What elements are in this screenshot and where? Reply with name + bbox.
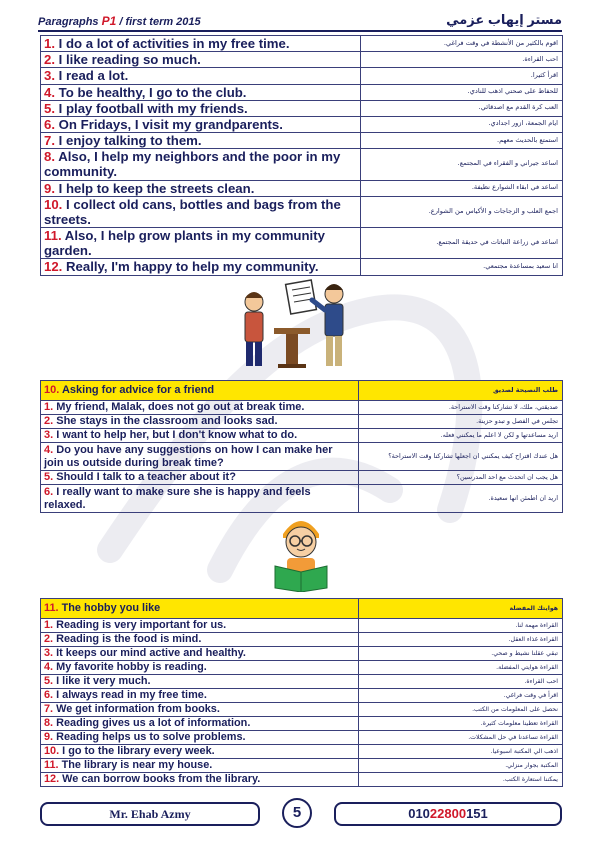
sentence-ar: احب القراءة.	[359, 675, 563, 689]
sentence-number: 1.	[44, 36, 55, 51]
sentence-en	[41, 647, 359, 661]
sentence-ar: للحفاظ على صحتي اذهب للنادي.	[361, 84, 563, 100]
sentence-number: 4.	[44, 84, 55, 100]
sentence-text: I do a lot of activities in my free time.	[58, 36, 290, 51]
section-number: 10.	[44, 384, 60, 397]
sentence-ar: اذهب الي المكتبة اسبوعيا.	[359, 745, 563, 759]
paragraph-row	[41, 731, 563, 745]
sentence-ar: يمكننا استعارة الكتب.	[359, 773, 563, 787]
sentence-text: Reading gives us a lot of information.	[56, 717, 251, 730]
sentence-ar: العب كرة القدم مع اصدقائي.	[361, 100, 563, 116]
paragraph-row	[41, 180, 563, 196]
sentence-en	[41, 84, 361, 100]
sentence-en	[41, 52, 361, 68]
footer-phone: 01022800151	[334, 802, 562, 826]
paragraph-row	[41, 773, 563, 787]
sentence-en	[41, 773, 359, 787]
sentence-number: 9.	[44, 731, 54, 744]
paragraph-row	[41, 759, 563, 773]
paragraph-row	[41, 100, 563, 116]
sentence-text: Do you have any suggestions on how I can make her join us outside during break time?	[44, 443, 333, 469]
sentence-en	[41, 149, 361, 180]
sentence-text: The library is near my house.	[61, 759, 213, 772]
sentence-text: Reading is the food is mind.	[56, 633, 202, 646]
sentence-number: 4.	[44, 443, 54, 456]
sentence-text: I want to help her, but I don't know what to do.	[56, 429, 298, 442]
sentence-number: 10.	[44, 745, 60, 758]
sentence-en	[41, 415, 359, 429]
sentence-text: I collect old cans, bottles and bags from the streets.	[44, 196, 341, 227]
sentence-text: We can borrow books from the library.	[62, 773, 261, 786]
sentence-number: 7.	[44, 133, 55, 149]
sentence-en	[41, 68, 361, 84]
paragraph-row	[41, 149, 563, 180]
sentence-en	[41, 485, 359, 513]
sentence-en	[41, 471, 359, 485]
boy-reading-book-illustration	[265, 510, 337, 592]
sentence-text: I enjoy talking to them.	[58, 133, 202, 149]
page-header	[38, 12, 562, 32]
sentence-en	[41, 36, 361, 52]
sentence-text: My friend, Malak, does not go out at break time.	[56, 401, 305, 414]
sentence-number: 6.	[44, 689, 54, 702]
sentence-number: 8.	[44, 717, 54, 730]
sentence-en	[41, 745, 359, 759]
sentence-ar: استمتع بالحديث معهم.	[361, 133, 563, 149]
paragraph-row	[41, 703, 563, 717]
sentence-number: 3.	[44, 68, 55, 84]
sentence-ar: احب القراءة.	[361, 52, 563, 68]
sentence-text: Should I talk to a teacher about it?	[56, 471, 236, 484]
sentence-number: 9.	[44, 180, 55, 196]
sentence-number: 2.	[44, 415, 54, 428]
paragraph-row	[41, 116, 563, 132]
sentence-ar: القراءة هوايتي المفضلة.	[359, 661, 563, 675]
paragraph-table-11	[40, 598, 563, 787]
sentence-en	[41, 731, 359, 745]
paragraph-row	[41, 36, 563, 52]
section-title: Asking for advice for a friend	[61, 384, 215, 397]
sentence-en	[41, 133, 361, 149]
section-title-ar: هوايتك المفضلة	[359, 599, 563, 619]
sentence-text: I always read in my free time.	[56, 689, 207, 702]
sentence-text: I help to keep the streets clean.	[58, 180, 255, 196]
paragraph-row	[41, 675, 563, 689]
sentence-ar: انا سعيد بمساعدة مجتمعي.	[361, 259, 563, 275]
sentence-text: Also, I help grow plants in my community garden.	[44, 228, 325, 259]
sentence-number: 5.	[44, 471, 54, 484]
sentence-number: 5.	[44, 675, 54, 688]
section-number: 11.	[44, 602, 59, 615]
sentence-number: 5.	[44, 100, 55, 116]
paragraph-row	[41, 689, 563, 703]
sentence-en	[41, 401, 359, 415]
paragraph-row	[41, 633, 563, 647]
sentence-text: Really, I'm happy to help my community.	[66, 259, 319, 275]
sentence-text: Also, I help my neighbors and the poor in my community.	[44, 149, 341, 180]
sentence-number: 7.	[44, 703, 54, 716]
sentence-ar: القراءة تساعدنا في حل المشكلات.	[359, 731, 563, 745]
sentence-number: 3.	[44, 647, 54, 660]
sentence-ar: اساعد في ابقاء الشوارع نظيفة.	[361, 180, 563, 196]
paragraph-table-1	[40, 35, 563, 276]
sentence-ar: اقرأ كثيرا.	[361, 68, 563, 84]
sentence-en	[41, 180, 361, 196]
paragraph-row	[41, 471, 563, 485]
sentence-ar: اريد ان اطمئن انها سعيدة.	[359, 485, 563, 513]
section-title-ar: طلب النصيحة لصديق	[359, 381, 563, 401]
sentence-en	[41, 228, 361, 259]
page-number: 5	[282, 798, 312, 828]
paragraph-row	[41, 717, 563, 731]
sentence-number: 11.	[44, 228, 62, 244]
sentence-en	[41, 689, 359, 703]
sentence-number: 3.	[44, 429, 54, 442]
header-title: Paragraphs P1 / first term 2015	[38, 14, 201, 28]
paragraph-row	[41, 647, 563, 661]
paragraph-row	[41, 619, 563, 633]
paragraph-row	[41, 401, 563, 415]
paragraph-table-10	[40, 380, 563, 513]
sentence-en	[41, 703, 359, 717]
sentence-en	[41, 661, 359, 675]
sentence-ar: اجمع العلب و الزجاجات و الأكياس من الشوارع.	[361, 196, 563, 227]
paragraph-row	[41, 485, 563, 513]
sentence-en	[41, 259, 361, 275]
sentence-number: 6.	[44, 485, 54, 498]
sentence-number: 8.	[44, 149, 55, 165]
sentence-text: I go to the library every week.	[62, 745, 215, 758]
sentence-ar: القراءة غذاء العقل.	[359, 633, 563, 647]
paragraph-row	[41, 133, 563, 149]
sentence-en	[41, 443, 359, 471]
sentence-text: I like it very much.	[56, 675, 151, 688]
sentence-en	[41, 759, 359, 773]
paragraph-row	[41, 84, 563, 100]
sentence-text: I like reading so much.	[58, 52, 201, 68]
sentence-ar: تبقي عقلنا نشيط و صحي.	[359, 647, 563, 661]
sentence-en	[41, 633, 359, 647]
paragraph-row	[41, 196, 563, 227]
sentence-ar: اساعد جيراني و الفقراء في المجتمع.	[361, 149, 563, 180]
sentence-number: 4.	[44, 661, 54, 674]
sentence-ar: هل يجب ان اتحدث مع احد المدرسين؟	[359, 471, 563, 485]
sentence-number: 10.	[44, 196, 63, 212]
footer-author-name: Mr. Ehab Azmy	[40, 802, 260, 826]
sentence-text: I read a lot.	[58, 68, 129, 84]
sentence-number: 6.	[44, 116, 55, 132]
sentence-en	[41, 429, 359, 443]
sentence-text: I play football with my friends.	[58, 100, 248, 116]
sentence-text: To be healthy, I go to the club.	[58, 84, 247, 100]
paragraph-row	[41, 745, 563, 759]
sentence-number: 11.	[44, 759, 59, 772]
sentence-en	[41, 717, 359, 731]
sentence-text: On Fridays, I visit my grandparents.	[58, 116, 283, 132]
sentence-ar: اقرأ في وقت فراغي.	[359, 689, 563, 703]
sentence-en	[41, 116, 361, 132]
sentence-text: We get information from books.	[56, 703, 220, 716]
paragraph-row	[41, 429, 563, 443]
section-heading	[41, 599, 563, 619]
sentence-text: I really want to make sure she is happy and feels relaxed.	[44, 485, 311, 511]
sentence-number: 1.	[44, 619, 54, 632]
sentence-ar: المكتبة بجوار منزلي.	[359, 759, 563, 773]
page-footer	[40, 798, 562, 828]
sentence-ar: نحصل على المعلومات من الكتب.	[359, 703, 563, 717]
sentence-en	[41, 619, 359, 633]
sentence-ar: القراءة مهمة لنا.	[359, 619, 563, 633]
sentence-ar: ايام الجمعة، ازور اجدادي.	[361, 116, 563, 132]
sentence-text: Reading helps us to solve problems.	[56, 731, 246, 744]
sentence-text: She stays in the classroom and looks sad.	[56, 415, 278, 428]
section-heading	[41, 381, 563, 401]
section-title: The hobby you like	[61, 602, 161, 615]
paragraph-row	[41, 415, 563, 429]
sentence-ar: القراءة تعطينا معلومات كثيرة.	[359, 717, 563, 731]
header-author-ar: مستر إيهاب عزمي	[446, 12, 562, 27]
sentence-ar: صديقتي، ملك، لا تشاركنا وقت الاستراحة.	[359, 401, 563, 415]
two-boys-presentation-illustration	[230, 276, 360, 372]
sentence-ar: هل عندك اقتراح كيف يمكنني ان اجعلها تشاركنا وقت الاستراحة؟	[359, 443, 563, 471]
sentence-ar: اقوم بالكثير من الأنشطة في وقت فراغي.	[361, 36, 563, 52]
sentence-text: My favorite hobby is reading.	[56, 661, 207, 674]
sentence-ar: اساعد في زراعة النباتات في حديقة المجتمع.	[361, 228, 563, 259]
sentence-en	[41, 196, 361, 227]
sentence-text: Reading is very important for us.	[56, 619, 227, 632]
sentence-en	[41, 675, 359, 689]
sentence-en	[41, 100, 361, 116]
sentence-number: 1.	[44, 401, 54, 414]
paragraph-row	[41, 443, 563, 471]
paragraph-row	[41, 68, 563, 84]
sentence-text: It keeps our mind active and healthy.	[56, 647, 246, 660]
paragraph-row	[41, 661, 563, 675]
paragraph-row	[41, 259, 563, 275]
sentence-ar: اريد مساعدتها و لكن لا اعلم ما يمكنني فعله.	[359, 429, 563, 443]
sentence-number: 12.	[44, 773, 60, 786]
paragraph-row	[41, 228, 563, 259]
paragraph-row	[41, 52, 563, 68]
sentence-number: 12.	[44, 259, 63, 275]
sentence-ar: تجلس في الفصل و تبدو حزينة.	[359, 415, 563, 429]
sentence-number: 2.	[44, 52, 55, 68]
sentence-number: 2.	[44, 633, 54, 646]
